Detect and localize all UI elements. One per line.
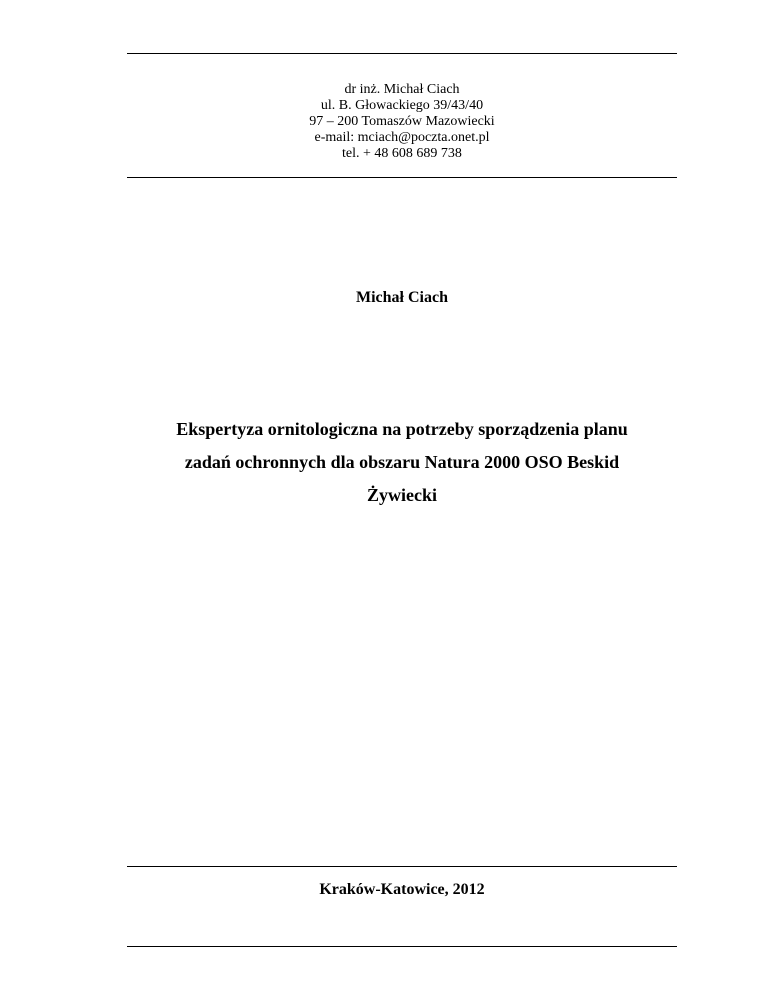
place-and-date: Kraków-Katowice, 2012 — [319, 881, 485, 898]
contact-city: 97 – 200 Tomaszów Mazowiecki — [309, 114, 495, 129]
title-line-3: Żywiecki — [367, 485, 437, 505]
contact-bottom-rule — [127, 177, 677, 178]
contact-email: e-mail: mciach@poczta.onet.pl — [314, 130, 490, 145]
footer-bottom-rule — [127, 946, 677, 947]
document-title — [100, 413, 704, 512]
contact-name: dr inż. Michał Ciach — [344, 82, 460, 97]
top-rule — [127, 53, 677, 54]
footer-top-rule — [127, 866, 677, 867]
contact-street: ul. B. Głowackiego 39/43/40 — [320, 98, 484, 113]
author-name: Michał Ciach — [356, 289, 448, 306]
title-line-2: zadań ochronnych dla obszaru Natura 2000 OSO Beskid — [184, 452, 620, 472]
contact-phone: tel. + 48 608 689 738 — [342, 146, 462, 161]
contact-block — [127, 82, 677, 162]
title-line-1: Ekspertyza ornitologiczna na potrzeby sporządzenia planu — [176, 419, 628, 439]
